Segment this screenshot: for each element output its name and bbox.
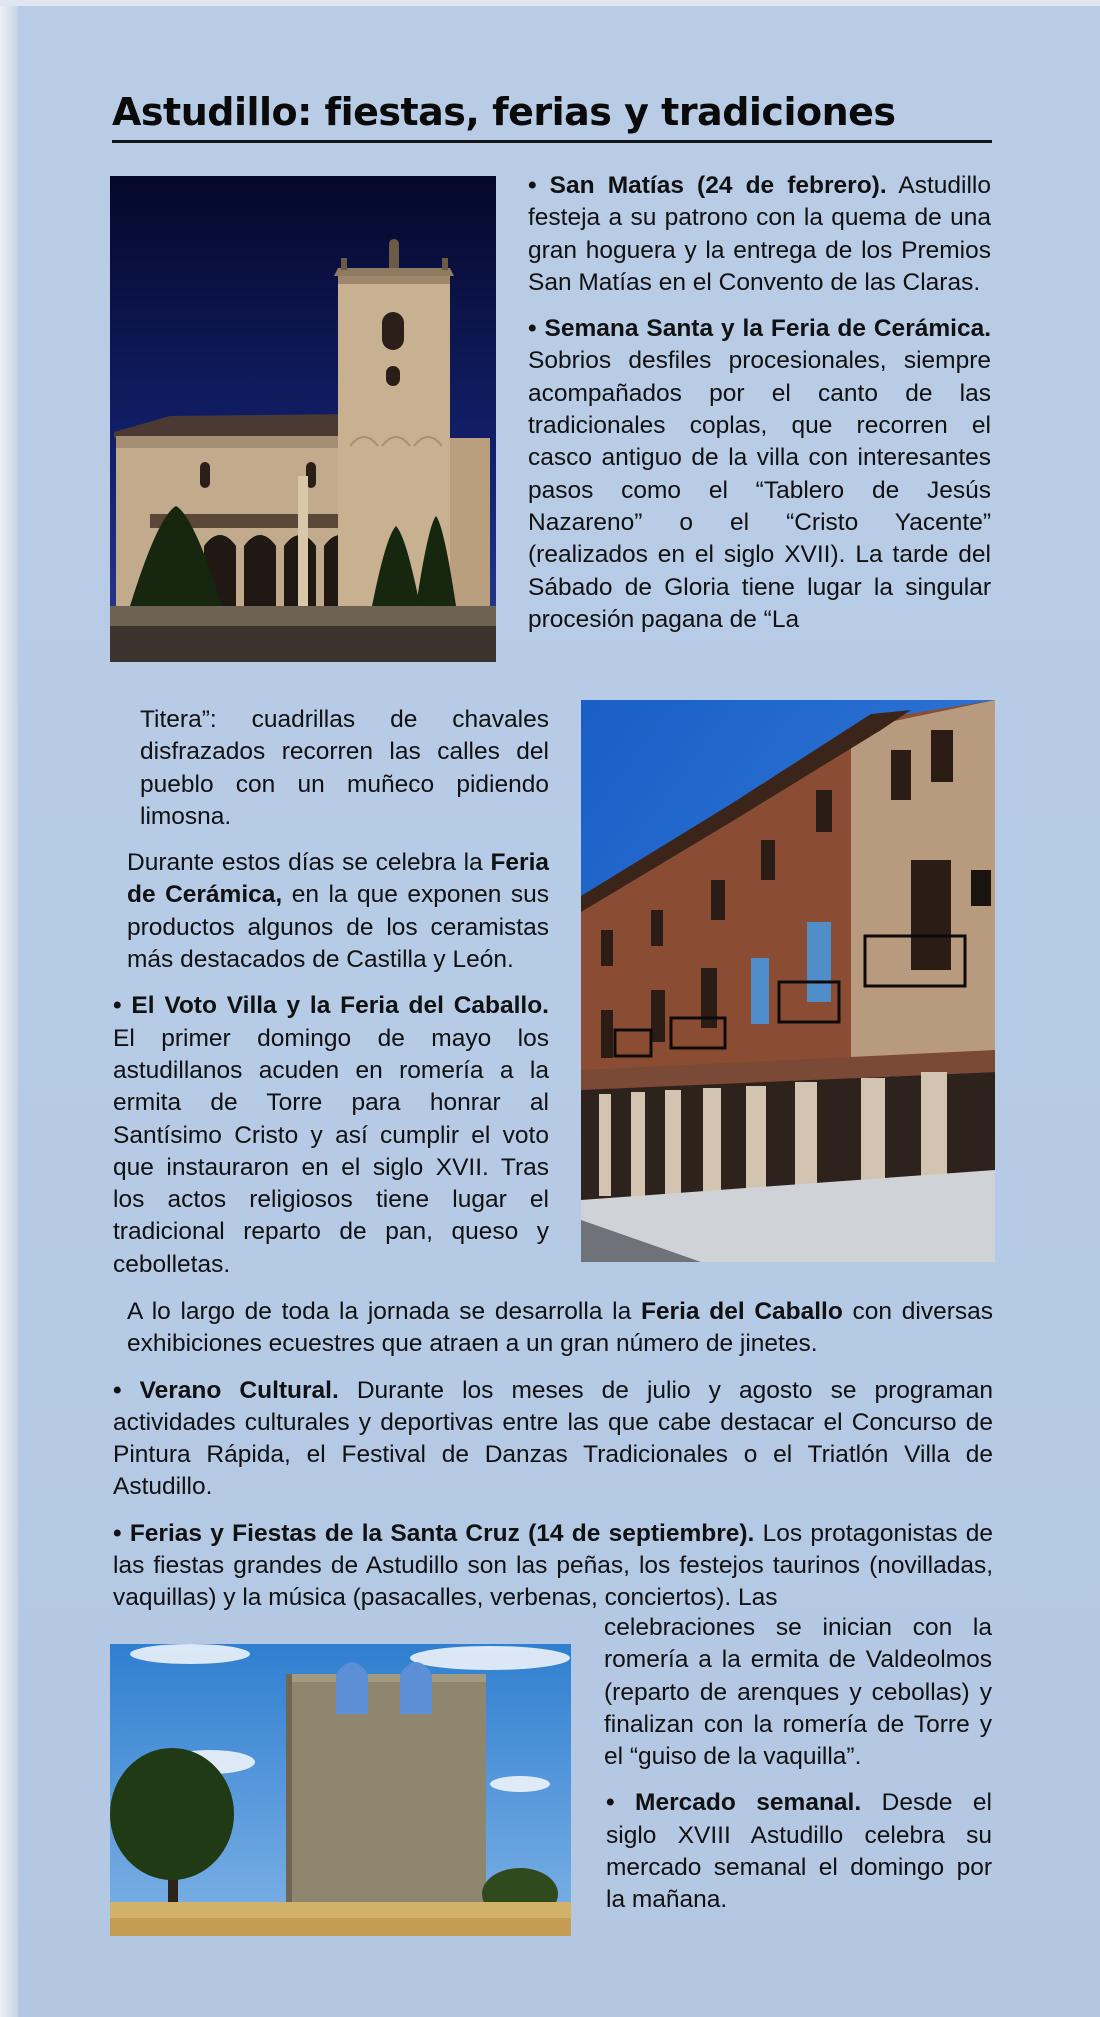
section-heading: • Semana Santa y la Feria de Cerámica. (528, 315, 991, 343)
section-semana-santa (528, 313, 991, 636)
section-text: El primer domingo de mayo los astudillanos acuden en romería a la ermita de Torre para honrar al Santísimo Cristo y así cumplir el voto que instauraron en el siglo XVII. Tras los actos religiosos tiene lugar el tradicional reparto de pan, queso y cebolletas. (113, 1024, 549, 1278)
section-mercado-semanal (604, 1787, 992, 1916)
feria-caballo-paragraph (113, 1296, 993, 1361)
title-underline (112, 140, 992, 143)
page-title: Astudillo: fiestas, ferias y tradiciones (112, 90, 896, 134)
section-heading: • Mercado semanal. (606, 1789, 862, 1817)
section-text: Astudillo festeja a su patrono con la quema de una gran hoguera y la entrega de los Premios San Matías en el Convento de las Claras. (528, 172, 991, 296)
text-block-top-right (528, 170, 991, 636)
page-left-edge (0, 0, 18, 2017)
feria-intro: Durante estos días se celebra la (127, 849, 491, 877)
stone-tower-photo (110, 1644, 571, 1936)
caballo-bold: Feria del Caballo (640, 1298, 843, 1325)
page-top-edge (0, 0, 1100, 6)
church-photo (110, 176, 496, 662)
text-block-bottom-right (604, 1612, 992, 1917)
section-heading: • Verano Cultural. (113, 1376, 339, 1404)
text-block-middle-left (113, 704, 549, 1281)
caballo-rest: con diversas exhibiciones ecuestres que atraen a un gran número de jinetes. (127, 1298, 993, 1358)
section-text: Sobrios desfiles procesionales, siempre acompañados por el canto de las tradicionales coplas, que recorren el casco antiguo de la villa con interesantes pasos como el “Tablero de Jesús Nazareno” o el “Cristo Yacente” (realizados en el siglo XVII). La tarde del Sábado de Gloria tiene lugar la singular procesión pagana de “La (528, 347, 991, 633)
section-text: Durante los meses de julio y agosto se programan actividades culturales y deportivas entre las que cabe destacar el Concurso de Pintura Rápida, el Festival de Danzas Tradicionales o el Triatlón Villa de Astudillo. (113, 1376, 993, 1501)
section-san-matias (528, 170, 991, 299)
feria-ceramica-paragraph (127, 847, 549, 976)
section-heading: • Ferias y Fiestas de la Santa Cruz (14 de septiembre). (113, 1519, 755, 1547)
plaza-buildings-photo (581, 700, 995, 1262)
section-text: Los protagonistas de las fiestas grandes de Astudillo son las peñas, los festejos taurinos (novilladas, vaquillas) y la música (pasacalles, verbenas, conciertos). Las (113, 1519, 993, 1612)
caballo-intro: A lo largo de toda la jornada se desarrolla la (127, 1298, 641, 1325)
section-santa-cruz-continued: celebraciones se inician con la romería a la ermita de Valdeolmos (reparto de arenques y cebollas) y finalizan con la romería de Torre y el “guiso de la vaquilla”. (604, 1614, 992, 1771)
section-semana-santa-continued: Titera”: cuadrillas de chavales disfrazados recorren las calles del pueblo con un muñeco pidiendo limosna. (140, 706, 549, 830)
section-verano-cultural (113, 1375, 993, 1504)
text-block-full-width (113, 1296, 993, 1615)
section-voto-villa (113, 990, 549, 1281)
section-heading: • San Matías (24 de febrero). (528, 172, 887, 199)
feria-rest: en la que exponen sus productos algunos de los ceramistas más destacados de Castilla y León. (127, 881, 549, 974)
feria-bold: Feria de Cerámica, (127, 849, 549, 909)
section-text: Desde el siglo XVIII Astudillo celebra su mercado semanal el domingo por la mañana. (606, 1789, 992, 1914)
section-heading: • El Voto Villa y la Feria del Caballo. (113, 992, 549, 1020)
section-santa-cruz (113, 1518, 993, 1615)
